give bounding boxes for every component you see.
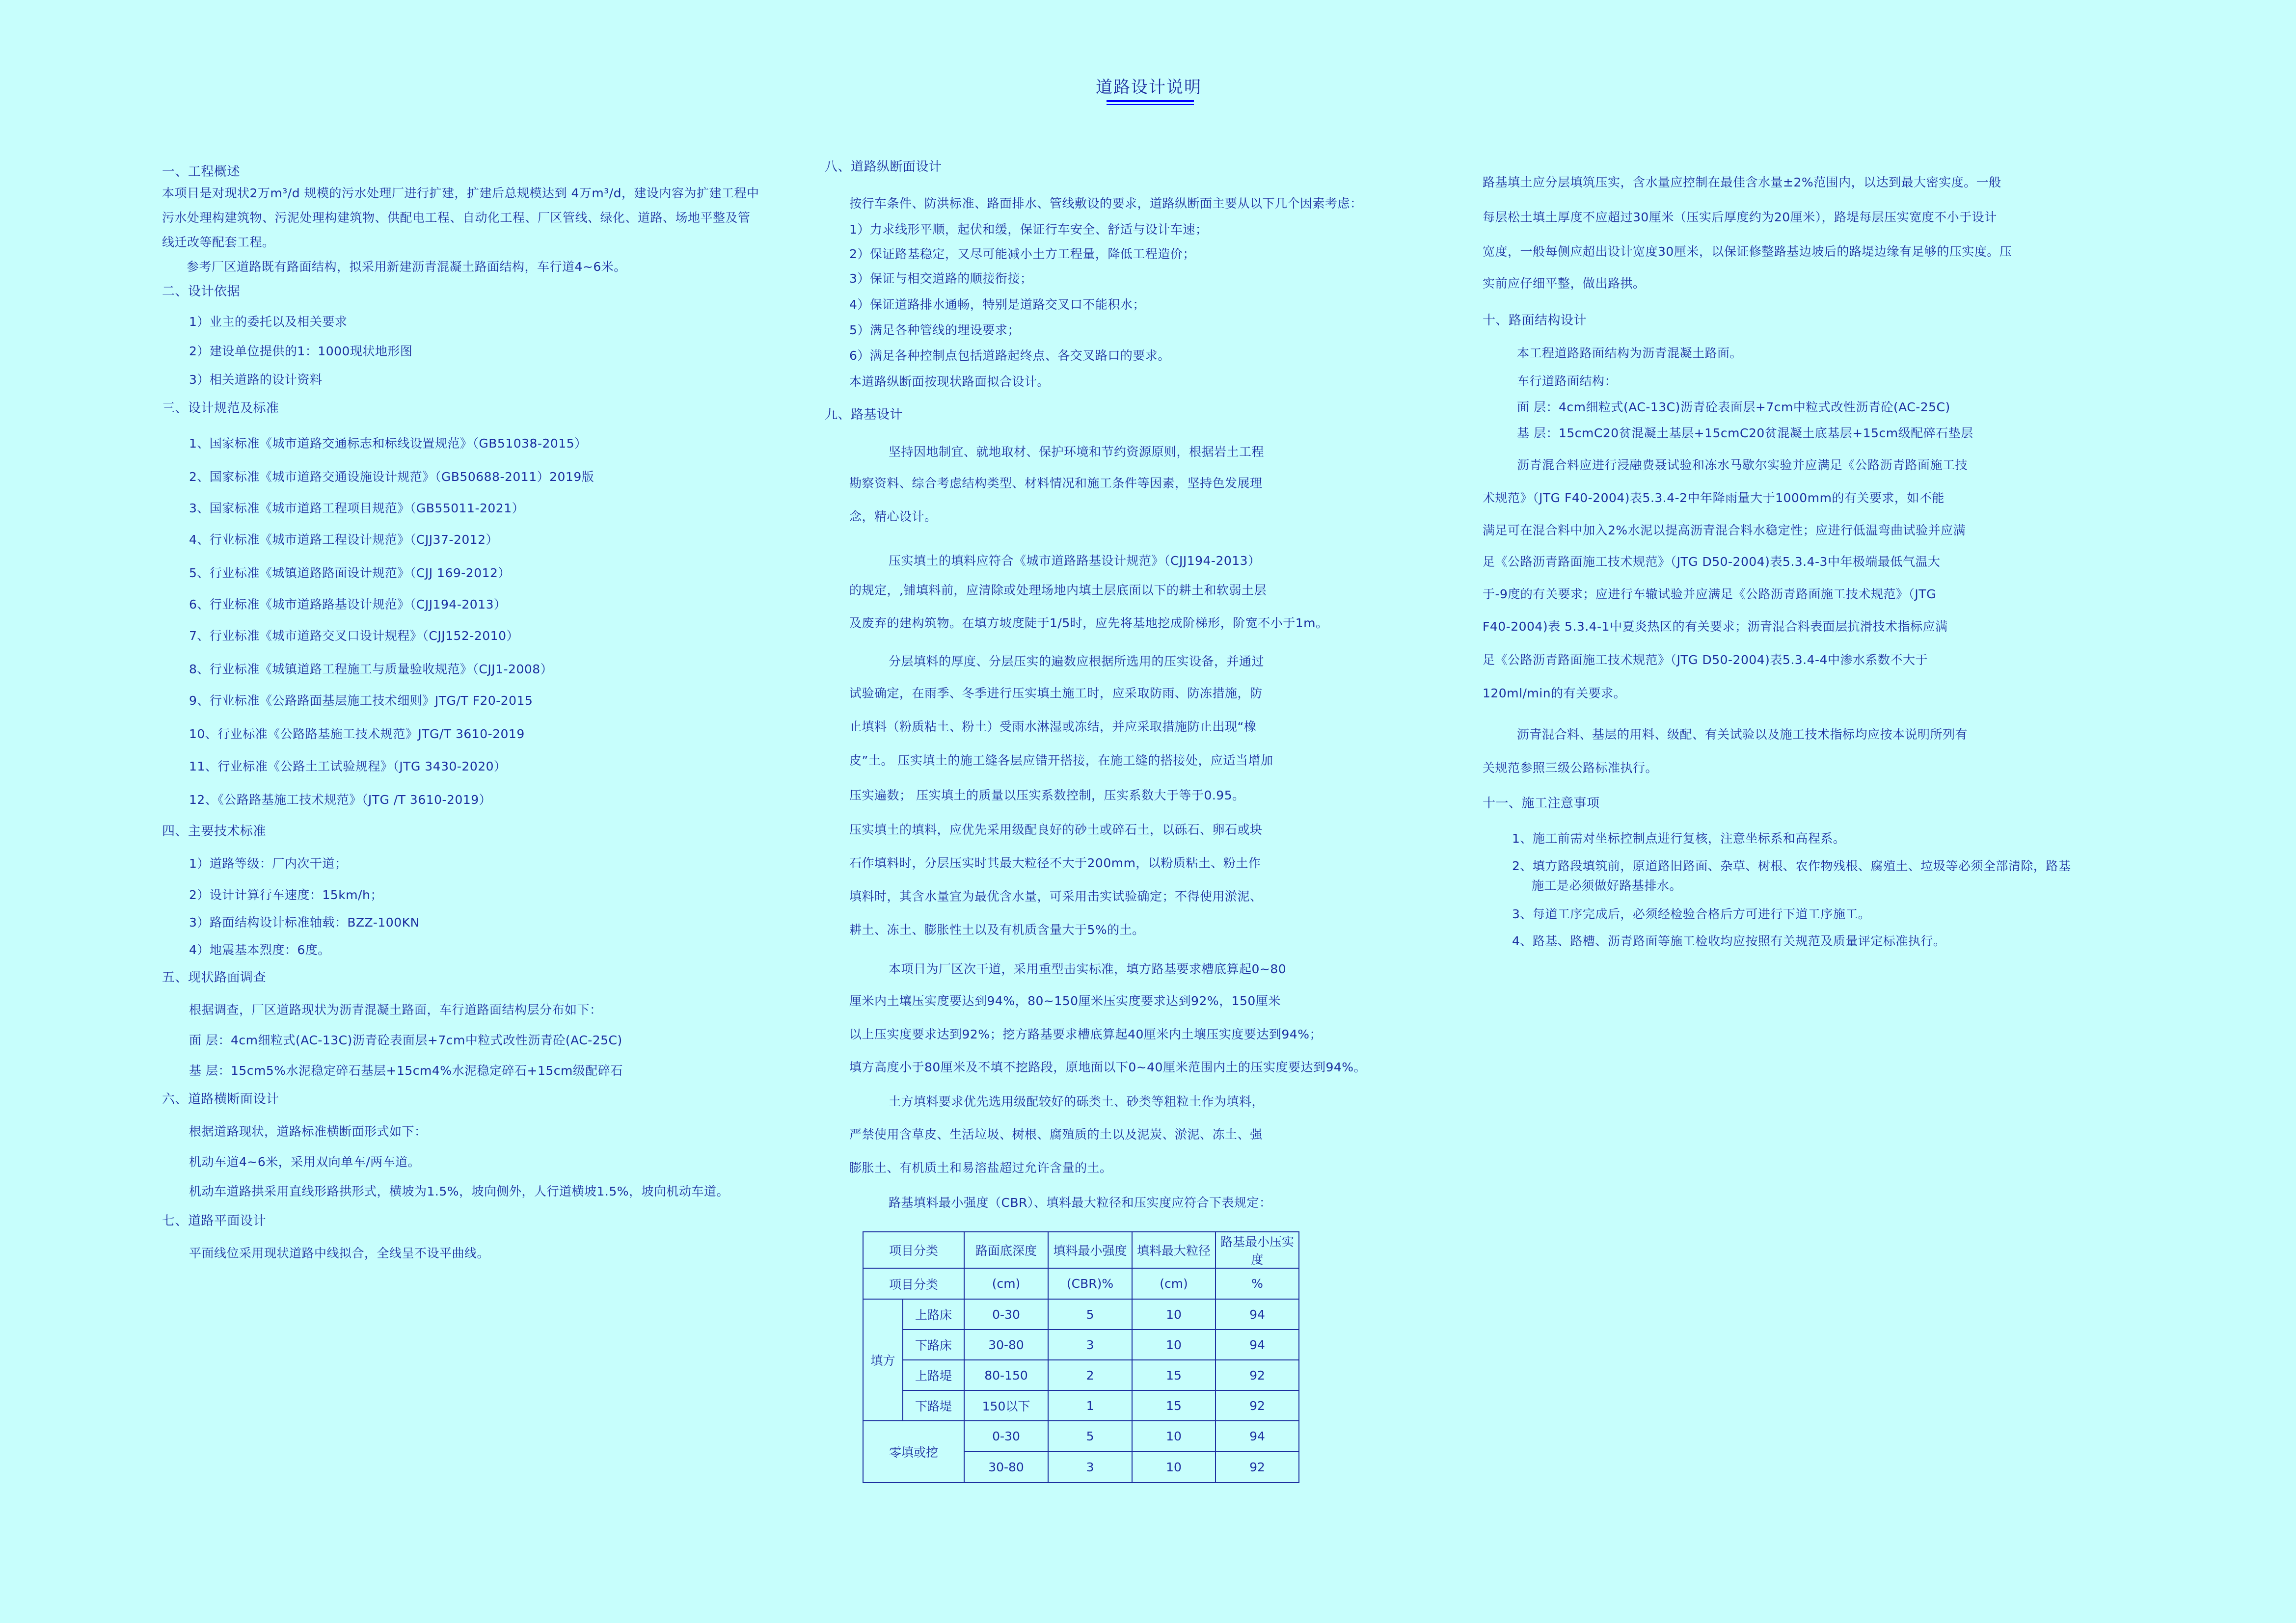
table-unit-cell: 项目分类 — [863, 1268, 964, 1299]
paragraph-line: 车行道路面结构： — [1517, 374, 1618, 388]
paragraph-line: 参考厂区道路既有路面结构，拟采用新建沥青混凝土路面结构，车行道4~6米。 — [187, 260, 626, 274]
paragraph-line: 7、行业标准《城市道路交叉口设计规程》（CJJ152-2010） — [189, 629, 519, 643]
title-underline — [1107, 100, 1194, 102]
paragraph-line: 沥青混合料、基层的用料、级配、有关试验以及施工技术指标均应按本说明所列有 — [1517, 727, 1968, 742]
table-cell: 2 — [1048, 1360, 1132, 1390]
paragraph-line: 1）力求线形平顺，起伏和缓，保证行车安全、舒适与设计车速； — [849, 222, 1208, 237]
paragraph-line: 2、国家标准《城市道路交通设施设计规范》（GB50688-2011）2019版 — [189, 470, 594, 484]
section-heading: 八、道路纵断面设计 — [825, 160, 942, 174]
table-cell: 10 — [1132, 1452, 1216, 1483]
section-heading: 六、道路横断面设计 — [162, 1092, 279, 1107]
paragraph-line: 本道路纵断面按现状路面拟合设计。 — [849, 374, 1050, 389]
table-unit-cell: (CBR)% — [1048, 1268, 1132, 1299]
paragraph-line: 5）满足各种管线的埋设要求； — [849, 323, 1020, 337]
paragraph-line: 基 层：15cmC20贫混凝土基层+15cmC20贫混凝土底基层+15cm级配碎石垫层 — [1517, 426, 1973, 440]
paragraph-line: 每层松土填土厚度不应超过30厘米（压实后厚度约为20厘米），路堤每层压实宽度不小于设计 — [1483, 210, 1997, 224]
paragraph-line: 分层填料的厚度、分层压实的遍数应根据所选用的压实设备，并通过 — [889, 654, 1265, 668]
section-heading: 二、设计依据 — [162, 284, 241, 299]
table-header-cell: 路面底深度 — [964, 1232, 1048, 1268]
paragraph-line: 石作填料时，分层压实时其最大粒径不大于200mm，以粉质粘土、粉土作 — [849, 856, 1261, 870]
paragraph-line: 根据调查，厂区道路现状为沥青混凝土路面，车行道路面结构层分布如下： — [189, 1003, 602, 1017]
paragraph-line: F40-2004)表 5.3.4-1中夏炎热区的有关要求；沥青混合料表面层抗滑技术指标应满 — [1483, 619, 1948, 634]
paragraph-line: 机动车道4~6米，采用双向单车/两车道。 — [189, 1155, 421, 1169]
paragraph-line: 120ml/min的有关要求。 — [1483, 686, 1626, 700]
table-cell: 5 — [1048, 1299, 1132, 1330]
table-row — [863, 1421, 1299, 1452]
paragraph-line: 3、国家标准《城市道路工程项目规范》（GB55011-2021） — [189, 501, 525, 515]
paragraph-line: 厘米内土壤压实度要达到94%，80~150厘米压实度要求达到92%，150厘米 — [849, 994, 1281, 1008]
paragraph-line: 足《公路沥青路面施工技术规范》（JTG D50-2004)表5.3.4-3中年极端最低气温大 — [1483, 555, 1941, 569]
paragraph-line: 基 层：15cm5%水泥稳定碎石基层+15cm4%水泥稳定碎石+15cm级配碎石 — [189, 1064, 623, 1078]
paragraph-line: 满足可在混合料中加入2%水泥以提高沥青混合料水稳定性；应进行低温弯曲试验并应满 — [1483, 523, 1966, 537]
paragraph-line: 平面线位采用现状道路中线拟合，全线呈不设平曲线。 — [189, 1246, 490, 1260]
table-unit-cell: (cm) — [1132, 1268, 1216, 1299]
paragraph-line: 本工程道路路面结构为沥青混凝土路面。 — [1517, 346, 1743, 360]
table-header-cell: 填料最大粒径 — [1132, 1232, 1216, 1268]
table-unit-cell: % — [1216, 1268, 1299, 1299]
table-cell: 92 — [1216, 1390, 1299, 1421]
section-heading: 一、工程概述 — [162, 164, 241, 179]
table-cell: 下路堤 — [903, 1390, 964, 1421]
table-row — [863, 1360, 1299, 1390]
table-group-label: 零填或挖 — [863, 1421, 964, 1483]
table-cell: 10 — [1132, 1299, 1216, 1330]
paragraph-line: 填料时，其含水量宜为最优含水量，可采用击实试验确定；不得使用淤泥、 — [849, 889, 1263, 904]
paragraph-line: 根据道路现状，道路标准横断面形式如下： — [189, 1124, 427, 1139]
paragraph-line: 路基填料最小强度（CBR）、填料最大粒径和压实度应符合下表规定： — [889, 1196, 1272, 1210]
paragraph-line: 耕土、冻土、膨胀性土以及有机质含量大于5%的土。 — [849, 923, 1145, 937]
paragraph-line: 的规定，,铺填料前，应清除或处理场地内填土层底面以下的耕土和软弱土层 — [849, 583, 1267, 597]
section-heading: 七、道路平面设计 — [162, 1214, 267, 1228]
paragraph-line: 本项目是对现状2万m³/d 规模的污水处理厂进行扩建，扩建后总规模达到 4万m³/d，建设内容为扩建工程中 — [162, 186, 759, 200]
paragraph-line: 足《公路沥青路面施工技术规范》（JTG D50-2004)表5.3.4-4中渗水系数不大于 — [1483, 653, 1928, 667]
paragraph-line: 面 层：4cm细粒式(AC-13C)沥青砼表面层+7cm中粒式改性沥青砼(AC-25C) — [1517, 400, 1950, 414]
table-cell: 30-80 — [964, 1452, 1048, 1483]
paragraph-line: 沥青混合料应进行浸融费聂试验和冻水马歇尔实验并应满足《公路沥青路面施工技 — [1517, 458, 1968, 472]
paragraph-line: 皮”土。 压实填土的施工缝各层应错开搭接，在施工缝的搭接处，应适当增加 — [849, 753, 1273, 768]
table-cell: 92 — [1216, 1360, 1299, 1390]
paragraph-line: 3）路面结构设计标准轴载：BZZ-100KN — [189, 915, 420, 930]
table-cell: 上路床 — [903, 1299, 964, 1330]
paragraph-line: 坚持因地制宜、就地取材、保护环境和节约资源原则，根据岩土工程 — [889, 445, 1265, 459]
section-heading: 五、现状路面调查 — [162, 970, 267, 985]
table-cell: 80-150 — [964, 1360, 1048, 1390]
table-header-cell: 路基最小压实度 — [1216, 1232, 1299, 1268]
table-cell: 3 — [1048, 1330, 1132, 1360]
paragraph-line: 严禁使用含草皮、生活垃圾、树根、腐殖质的土以及泥炭、淤泥、冻土、强 — [849, 1127, 1263, 1142]
table-cell: 94 — [1216, 1299, 1299, 1330]
paragraph-line: 宽度，一般每侧应超出设计宽度30厘米，以保证修整路基边坡后的路堤边缘有足够的压实度。压 — [1483, 244, 2012, 259]
table-row — [863, 1330, 1299, 1360]
paragraph-line: 4、行业标准《城市道路工程设计规范》（CJJ37-2012） — [189, 532, 499, 547]
paragraph-line: 土方填料要求优先选用级配较好的砾类土、砂类等粗粒土作为填料， — [889, 1094, 1265, 1109]
paragraph-line: 2）建设单位提供的1：1000现状地形图 — [189, 344, 413, 358]
paragraph-line: 及废弃的建构筑物。在填方坡度陡于1/5时，应先将基地挖成阶梯形，阶宽不小于1m。 — [849, 616, 1328, 630]
paragraph-line: 于-9度的有关要求；应进行车辙试验并应满足《公路沥青路面施工技术规范》（JTG — [1483, 587, 1936, 601]
paragraph-line: 勘察资料、综合考虑结构类型、材料情况和施工条件等因素，坚持色发展理 — [849, 476, 1263, 490]
section-heading: 三、设计规范及标准 — [162, 401, 279, 416]
title-underline-thin — [1107, 104, 1194, 105]
paragraph-line: 4、路基、路槽、沥青路面等施工检收均应按照有关规范及质量评定标准执行。 — [1512, 934, 1946, 948]
paragraph-line: 9、行业标准《公路路面基层施工技术细则》JTG/T F20-2015 — [189, 693, 533, 708]
paragraph-line: 按行车条件、防洪标准、路面排水、管线敷设的要求，道路纵断面主要从以下几个因素考虑： — [849, 196, 1363, 211]
paragraph-line: 膨胀土、有机质土和易溶盐超过允许含量的土。 — [849, 1161, 1112, 1175]
table-cell: 94 — [1216, 1330, 1299, 1360]
paragraph-line: 面 层：4cm细粒式(AC-13C)沥青砼表面层+7cm中粒式改性沥青砼(AC-25C) — [189, 1033, 622, 1047]
paragraph-line: 压实填土的填料，应优先采用级配良好的砂土或碎石土，以砾石、卵石或块 — [849, 823, 1263, 837]
paragraph-line: 1）业主的委托以及相关要求 — [189, 315, 348, 329]
paragraph-line: 填方高度小于80厘米及不填不挖路段，原地面以下0~40厘米范围内土的压实度要达到94%。 — [849, 1060, 1367, 1074]
paragraph-line: 压实填土的填料应符合《城市道路路基设计规范》（CJJ194-2013） — [889, 554, 1261, 568]
paragraph-line: 以上压实度要求达到92%；挖方路基要求槽底算起40厘米内土壤压实度要达到94%； — [849, 1027, 1322, 1041]
subgrade-fill-spec-table — [863, 1231, 1299, 1483]
table-cell: 上路堤 — [903, 1360, 964, 1390]
paragraph-line: 4）地震基本烈度：6度。 — [189, 943, 330, 957]
table-row — [863, 1390, 1299, 1421]
table-cell: 10 — [1132, 1330, 1216, 1360]
table-cell: 0-30 — [964, 1299, 1048, 1330]
paragraph-line: 8、行业标准《城镇道路工程施工与质量验收规范》（CJJ1-2008） — [189, 662, 553, 676]
paragraph-line: 1、施工前需对坐标控制点进行复核，注意坐标系和高程系。 — [1512, 831, 1846, 846]
paragraph-line: 1）道路等级：厂内次干道； — [189, 856, 348, 871]
table-cell: 92 — [1216, 1452, 1299, 1483]
section-heading: 十一、施工注意事项 — [1483, 796, 1600, 811]
table-header-cell: 填料最小强度 — [1048, 1232, 1132, 1268]
paragraph-line: 止填料（粉质粘土、粉土）受雨水淋湿或冻结，并应采取措施防止出现“橡 — [849, 719, 1257, 734]
section-heading: 九、路基设计 — [825, 407, 903, 422]
page-title: 道路设计说明 — [1096, 78, 1202, 97]
table-cell: 0-30 — [964, 1421, 1048, 1452]
paragraph-line: 污水处理构建筑物、污泥处理构建筑物、供配电工程、自动化工程、厂区管线、绿化、道路、场地平整及管 — [162, 211, 751, 225]
table-cell: 10 — [1132, 1421, 1216, 1452]
paragraph-line: 3）保证与相交道路的顺接衔接； — [849, 271, 1033, 286]
table-cell: 15 — [1132, 1390, 1216, 1421]
paragraph-line: 6）满足各种控制点包括道路起终点、各交叉路口的要求。 — [849, 348, 1170, 363]
paragraph-line: 10、行业标准《公路路基施工技术规范》JTG/T 3610-2019 — [189, 727, 525, 741]
section-heading: 四、主要技术标准 — [162, 824, 267, 839]
table-cell: 15 — [1132, 1360, 1216, 1390]
paragraph-line: 3、每道工序完成后，必须经检验合格后方可进行下道工序施工。 — [1512, 907, 1871, 921]
table-cell: 1 — [1048, 1390, 1132, 1421]
paragraph-line: 2）保证路基稳定，又尽可能减小土方工程量，降低工程造价； — [849, 247, 1195, 261]
paragraph-line: 本项目为厂区次干道，采用重型击实标准，填方路基要求槽底算起0~80 — [889, 962, 1287, 976]
table-cell: 5 — [1048, 1421, 1132, 1452]
table-cell: 94 — [1216, 1421, 1299, 1452]
table-group-label: 填方 — [863, 1299, 903, 1421]
paragraph-line: 1、国家标准《城市道路交通标志和标线设置规范》（GB51038-2015） — [189, 436, 587, 451]
paragraph-line: 机动车道路拱采用直线形路拱形式，横坡为1.5%，坡向侧外，人行道横坡1.5%，坡向机动车道。 — [189, 1184, 729, 1198]
paragraph-line: 念，精心设计。 — [849, 509, 937, 524]
table-cell: 下路床 — [903, 1330, 964, 1360]
table-cell: 3 — [1048, 1452, 1132, 1483]
paragraph-line: 6、行业标准《城市道路路基设计规范》（CJJ194-2013） — [189, 597, 507, 612]
table-cell: 30-80 — [964, 1330, 1048, 1360]
paragraph-line: 压实遍数； 压实填土的质量以压实系数控制，压实系数大于等于0.95。 — [849, 788, 1245, 802]
paragraph-line: 线迁改等配套工程。 — [162, 235, 275, 249]
table-header-cell: 项目分类 — [863, 1232, 964, 1268]
paragraph-line: 2、填方路段填筑前，原道路旧路面、杂草、树根、农作物残根、腐殖土、垃圾等必须全部清除，路基 — [1512, 859, 2071, 873]
table-row — [863, 1299, 1299, 1330]
paragraph-line: 2）设计计算行车速度：15km/h； — [189, 888, 383, 902]
paragraph-line: 关规范参照三级公路标准执行。 — [1483, 761, 1658, 775]
paragraph-line: 试验确定，在雨季、冬季进行压实填土施工时，应采取防雨、防冻措施，防 — [849, 686, 1263, 700]
paragraph-line: 实前应仔细平整，做出路拱。 — [1483, 276, 1646, 291]
paragraph-line: 3）相关道路的设计资料 — [189, 372, 323, 387]
paragraph-line: 路基填土应分层填筑压实，含水量应控制在最佳含水量±2%范围内，以达到最大密实度。一般 — [1483, 175, 2001, 189]
paragraph-line: 11、行业标准《公路土工试验规程》（JTG 3430-2020） — [189, 759, 507, 773]
table-cell: 150以下 — [964, 1390, 1048, 1421]
paragraph-line: 5、行业标准《城镇道路路面设计规范》（CJJ 169-2012） — [189, 566, 511, 580]
paragraph-line: 施工是必须做好路基排水。 — [1532, 878, 1682, 893]
paragraph-line: 12、《公路路基施工技术规范》（JTG /T 3610-2019） — [189, 793, 492, 807]
section-heading: 十、路面结构设计 — [1483, 313, 1587, 328]
paragraph-line: 4）保证道路排水通畅，特别是道路交叉口不能积水； — [849, 297, 1145, 312]
table-unit-cell: (cm) — [964, 1268, 1048, 1299]
paragraph-line: 术规范》（JTG F40-2004)表5.3.4-2中年降雨量大于1000mm的有关要求，如不能 — [1483, 491, 1945, 505]
